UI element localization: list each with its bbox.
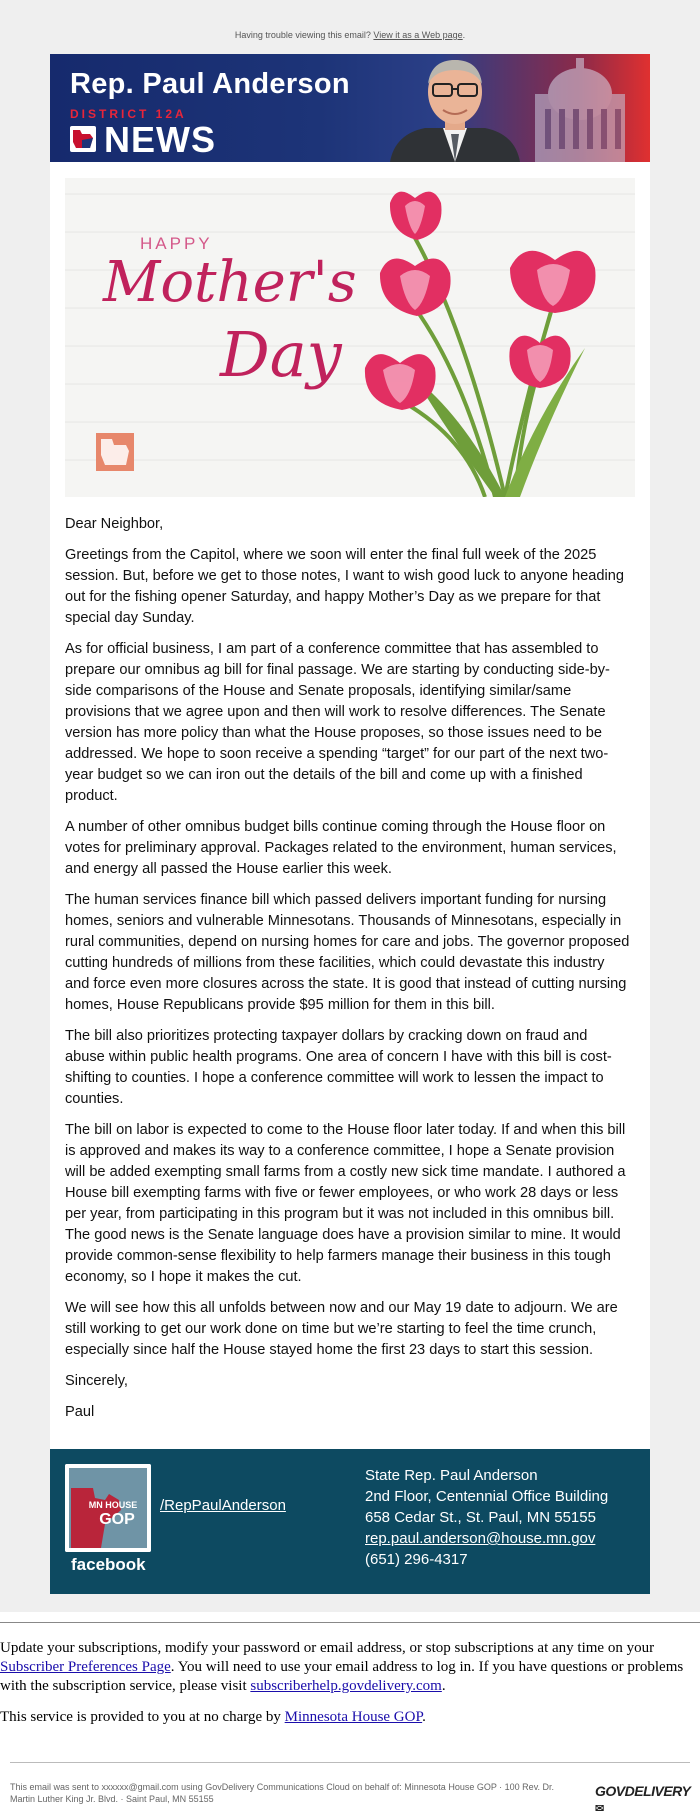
email-card — [50, 54, 650, 1594]
envelope-icon: ✉ — [595, 1803, 604, 1815]
closing: Sincerely, — [65, 1373, 128, 1389]
letter-body — [65, 514, 630, 1433]
subscription-text-1: Update your subscriptions, modify your password or email address, or stop subscriptions at any time on your — [0, 1640, 655, 1656]
greeting: Dear Neighbor, — [65, 516, 164, 532]
letter-paragraph: The bill on labor is expected to come to the House floor later today. If and when this bill is approved and makes its way to a conference committee, I hope a Senate provision will be added exempting small farms from a costly new sick time mandate. I authored a House bill exempting farms with five or fewer employees, or who work 28 days or less per year, from participating in this program but it was not included in this omnibus bill. The good news is the Senate language does have a provision similar to mine. It would provide common-sense flexibility to help farmers manage their business in this tough economy, so I hope it makes the cut. — [65, 1122, 626, 1285]
service-text: This service is provided to you at no charge by — [0, 1709, 281, 1725]
preheader: Having trouble viewing this email? View it as a Web page. — [234, 30, 466, 40]
facebook-handle-link[interactable]: /RepPaulAnderson — [160, 1497, 286, 1514]
preheader-text: Having trouble viewing this email? — [234, 30, 371, 40]
mn-house-gop-badge — [96, 433, 134, 471]
web-page-link[interactable]: View it as a Web page — [373, 30, 463, 40]
logo-line2: GOP — [99, 1511, 135, 1528]
provider-link[interactable]: Minnesota House GOP — [284, 1709, 423, 1725]
header-banner — [50, 54, 650, 162]
district-label: DISTRICT 12A — [70, 107, 187, 121]
subscriber-preferences-link[interactable]: Subscriber Preferences Page — [0, 1659, 171, 1675]
govdelivery-logo[interactable] — [595, 1783, 700, 1815]
facebook-label[interactable]: facebook — [71, 1555, 146, 1574]
subscription-notice: Update your subscriptions, modify your password or email address, or stop subscriptions at any time on your Subscriber Preferences Page. You will need to use your email address to log in. If you have questions or problems with the subscription service, please visit subscriberhelp.govdelivery.com. — [0, 1640, 684, 1694]
mn-house-gop-facebook-logo[interactable] — [65, 1464, 151, 1552]
govdelivery-text: GOVDELIVERY — [595, 1783, 691, 1799]
fine-print: This email was sent to xxxxxx@gmail.com using GovDelivery Communications Cloud on behalf of: Minnesota House GOP · 100 Rev. Dr. Martin Luther King Jr. Blvd. · Saint Paul, MN 55155 — [10, 1782, 555, 1804]
contact-footer — [50, 1449, 650, 1594]
letter-paragraph: As for official business, I am part of a conference committee that has assembled to prepare our omnibus ag bill for final passage. We are starting by conducting side-by-side comparisons of the House and Senate proposals, identifying similar/same provisions that we agree upon and then will work to resolve differences. The Senate version has more policy than what the House proposes, so those issues need to be addressed. We hope to soon receive a spending “target” for our part of the next two-year budget so we can iron out the details of the bill and come up with a finished product. — [65, 641, 610, 804]
contact-name: State Rep. Paul Anderson — [365, 1467, 538, 1484]
signature: Paul — [65, 1404, 95, 1420]
letter-paragraph: The human services finance bill which passed delivers important funding for nursing homes, seniors and vulnerable Minnesotans. Thousands of Minnesotans, especially in rural communities, depend on nursing homes for care and jobs. The governor proposed cutting hundreds of millions from these facilities, which could devastate this industry and force even more closures across the state. It is good that instead of cutting nursing homes, House Republicans provide $95 million for them in this bill. — [65, 892, 630, 1013]
contact-email-link[interactable]: rep.paul.anderson@house.mn.gov — [365, 1530, 596, 1547]
representative-name: Rep. Paul Anderson — [70, 68, 350, 100]
contact-info — [365, 1465, 608, 1570]
divider — [0, 1622, 700, 1623]
mn-house-gop-logo-small — [70, 126, 96, 152]
hero-mothers-text: Mother's — [103, 250, 357, 315]
service-notice: This service is provided to you at no charge by Minnesota House GOP. — [0, 1709, 426, 1725]
subscription-text-2: . You will need to use your email address to log in. If you have questions or problems with the subscription service, please visit — [0, 1659, 684, 1694]
news-label: NEWS — [104, 119, 216, 160]
letter-paragraph: The bill also prioritizes protecting taxpayer dollars by cracking down on fraud and abuse within public health programs. One area of concern I have with this bill is cost-shifting to counties. I hope a conference committee will work to lessen the impact to counties. — [65, 1028, 612, 1107]
mothers-day-image — [65, 178, 635, 497]
letter-paragraph: We will see how this all unfolds between now and our May 19 date to adjourn. We are still working to get our work done on time but we’re starting to feel the time crunch, especially since half the House stayed home the first 23 days to start this session. — [65, 1300, 618, 1358]
letter-paragraph: A number of other omnibus budget bills continue coming through the House floor on votes for preliminary approval. Packages related to the environment, human services, and energy all passed the House earlier this week. — [65, 819, 617, 877]
contact-phone: (651) 296-4317 — [365, 1551, 468, 1568]
subscriber-help-link[interactable]: subscriberhelp.govdelivery.com — [250, 1678, 442, 1694]
letter-paragraph: Greetings from the Capitol, where we soon will enter the final full week of the 2025 session. But, before we get to those notes, I want to wish good luck to anyone heading out for the fishing opener Saturday, and happy Mother’s Day as we prepare for that special day Sunday. — [65, 547, 624, 626]
contact-office: 2nd Floor, Centennial Office Building — [365, 1488, 609, 1505]
logo-line1: MN HOUSE — [88, 1500, 138, 1510]
hero-day-text: Day — [220, 318, 342, 391]
hero-happy-text: HAPPY — [140, 234, 213, 253]
representative-photo — [385, 54, 525, 162]
contact-address: 658 Cedar St., St. Paul, MN 55155 — [365, 1509, 596, 1526]
divider — [10, 1762, 690, 1763]
capitol-building-image — [505, 54, 650, 162]
tulips-illustration — [355, 178, 635, 497]
